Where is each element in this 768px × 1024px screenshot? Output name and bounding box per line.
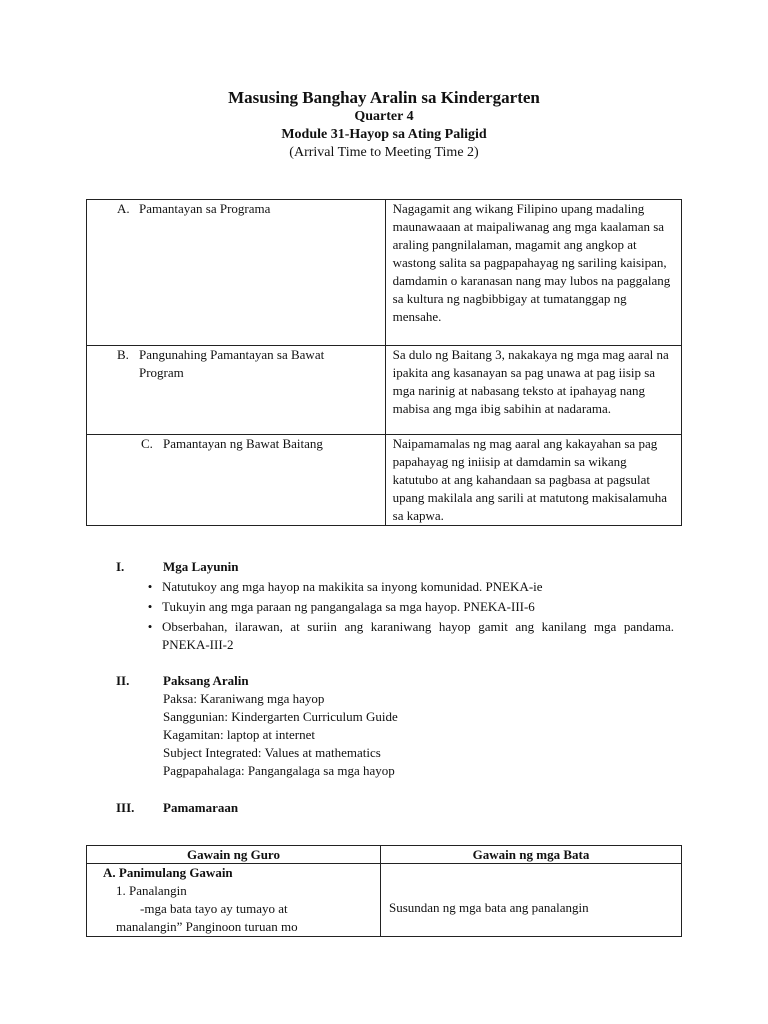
section-title: Paksang Aralin	[163, 673, 249, 688]
detail-line: Kagamitan: laptop at internet	[163, 727, 315, 742]
column-header-teacher: Gawain ng Guro	[87, 846, 381, 864]
column-header-student: Gawain ng mga Bata	[381, 846, 682, 864]
section-title: Pamamaraan	[163, 800, 239, 815]
standard-label-cell	[87, 346, 386, 435]
list-item	[116, 598, 674, 616]
section-number: I.	[116, 559, 125, 574]
module-label: Module 31-Hayop sa Ating Paligid	[281, 127, 487, 142]
section-pamamaraan	[116, 799, 238, 817]
detail-line: Subject Integrated: Values at mathematics	[163, 745, 381, 760]
standards-table	[86, 199, 682, 526]
section-layunin	[116, 558, 674, 656]
teacher-activity-text: manalangin” Panginoon turuan mo	[116, 919, 298, 934]
table-header-row	[87, 846, 682, 864]
bullet-icon: •	[147, 599, 153, 614]
objective-text: Obserbahan, ilarawan, at suriin ang karaniwang hayop gamit ang kanilang mga pandama. PNEKA-III-2	[162, 619, 674, 652]
standard-label: Pamantayan sa Programa	[139, 201, 271, 216]
standard-marker: B.	[117, 347, 129, 362]
time-label: (Arrival Time to Meeting Time 2)	[289, 145, 479, 160]
standard-marker: C.	[141, 436, 153, 451]
section-heading	[116, 558, 674, 576]
section-heading	[116, 672, 398, 690]
detail-line: Pagpapahalaga: Pangangalaga sa mga hayop	[163, 763, 395, 778]
bullet-icon: •	[147, 579, 153, 594]
teacher-activity-text: -mga bata tayo ay tumayo at	[140, 901, 288, 916]
document-header	[0, 88, 768, 162]
document-title: Masusing Banghay Aralin sa Kindergarten	[228, 88, 540, 107]
section-number: II.	[116, 673, 130, 688]
standard-text-cell: Naipamamalas ng mag aaral ang kakayahan sa pag papahayag ng iniisip at damdamin sa wikang katutubo at ang kahandaan sa pagbasa at pagsulat upang makilala ang sarili at matutong makisalamuha sa kapwa.	[385, 435, 681, 526]
table-row	[87, 435, 682, 526]
detail-line: Paksa: Karaniwang mga hayop	[163, 691, 325, 706]
section-title: Mga Layunin	[163, 559, 239, 574]
list-item	[116, 578, 674, 596]
standard-label: Pamantayan ng Bawat Baitang	[163, 436, 323, 451]
detail-line: Sanggunian: Kindergarten Curriculum Guide	[163, 709, 398, 724]
objective-text: Natutukoy ang mga hayop na makikita sa inyong komunidad. PNEKA-ie	[162, 579, 543, 594]
objectives-list	[0, 578, 674, 654]
standard-text-cell: Nagagamit ang wikang Filipino upang madaling maunawaaan at maipaliwanag ang mga kaalaman sa araling pangnilalaman, magamit ang angkop at wastong salita sa pagpapahayag ng sariling kaisipan, damdamin o karanasan nang may lubos na paggalang sa kultura ng nagbibbigay at tumatanggap ng mensahe.	[385, 200, 681, 346]
table-row	[87, 346, 682, 435]
section-heading	[116, 799, 238, 817]
subject-details	[116, 690, 398, 780]
section-number: III.	[116, 800, 135, 815]
standard-text-cell: Sa dulo ng Baitang 3, nakakaya ng mga mag aaral na ipakita ang kasanayan sa pag unawa at pag iisip sa mga narinig at nabasang teksto at ipahayag nang mabisa ang mga ibig sabihin at nadarama.	[385, 346, 681, 435]
standard-label: Pangunahing Pamantayan sa Bawat Program	[139, 347, 325, 380]
standard-marker: A.	[117, 201, 130, 216]
table-row	[87, 200, 682, 346]
activity-item-label: 1. Panalangin	[116, 883, 187, 898]
activity-section-label: A. Panimulang Gawain	[103, 865, 233, 880]
bullet-icon: •	[147, 619, 153, 634]
objective-text: Tukuyin ang mga paraan ng pangangalaga sa mga hayop. PNEKA-III-6	[162, 599, 535, 614]
standard-label-cell	[87, 200, 386, 346]
section-paksang-aralin	[116, 672, 398, 780]
activities-table	[86, 845, 682, 937]
teacher-activity-cell	[87, 864, 381, 937]
quarter-label: Quarter 4	[354, 109, 414, 124]
standard-label-cell	[87, 435, 386, 526]
student-activity-cell: Susundan ng mga bata ang panalangin	[381, 864, 682, 937]
list-item	[116, 618, 674, 654]
table-row	[87, 864, 682, 937]
